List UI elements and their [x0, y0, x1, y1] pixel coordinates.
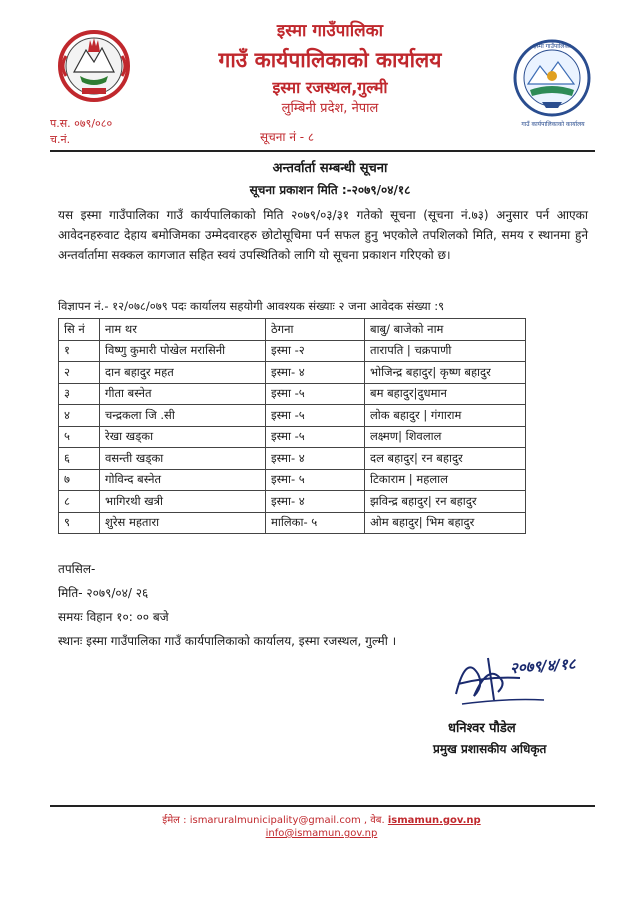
- notice-body: यस इस्मा गाउँपालिका गाउँ कार्यपालिकाको मिति २०७९/०३/३१ गतेको सूचना (सूचना नं.७३) अनुसार पर्न आएका आवेदनहरुवाट देहाय बमोजिमका उम्मेदवारहरु छोटोसूचिमा पर्न सफल हुनु भएकोले तपशिलको मिति, समय र स्थानमा हुने अन्तर्वार्तामा सक्कल कागजात सहित स्वयं उपस्थितिको लागि यो सूचना प्रकाशन गरिएको छ।: [58, 208, 588, 262]
- footer-divider: [50, 805, 595, 807]
- schedule-date: मिति- २०७९/०४/ २६: [58, 586, 149, 600]
- cell-parent: लक्ष्मण| शिवलाल: [365, 426, 526, 448]
- cell-parent: दल बहादुर| रन बहादुर: [365, 448, 526, 470]
- cell-address: इस्मा- ४: [266, 448, 365, 470]
- nepal-emblem-logo: [52, 26, 137, 106]
- footer-email-link[interactable]: ismaruralmunicipality@gmail.com: [189, 815, 361, 826]
- table-row: [59, 448, 526, 470]
- cell-address: मालिका- ५: [266, 512, 365, 534]
- header-office-name: गाउँ कार्यपालिकाको कार्यालय: [218, 48, 442, 72]
- col-header-address: ठेगना: [266, 319, 365, 341]
- table-row: [59, 469, 526, 491]
- cell-name: शुरेस महतारा: [100, 512, 266, 534]
- footer-web-label: , वेब.: [363, 815, 385, 826]
- table-row: [59, 362, 526, 384]
- table-row: [59, 340, 526, 362]
- table-row: [59, 491, 526, 513]
- cell-name: रेखा खड्का: [100, 426, 266, 448]
- cell-sn: ८: [59, 491, 100, 513]
- col-header-parent: बाबु/ बाजेको नाम: [365, 319, 526, 341]
- cell-name: चन्द्रकला जि .सी: [100, 405, 266, 427]
- cell-sn: ६: [59, 448, 100, 470]
- cell-sn: ४: [59, 405, 100, 427]
- cell-sn: ५: [59, 426, 100, 448]
- footer-email-label: ईमेल :: [162, 815, 190, 826]
- cell-sn: ३: [59, 383, 100, 405]
- col-header-sn: सि नं: [59, 319, 100, 341]
- cell-sn: ७: [59, 469, 100, 491]
- cell-name: भागिरथी खत्री: [100, 491, 266, 513]
- cell-name: गोविन्द बस्नेत: [100, 469, 266, 491]
- header-address: इस्मा रजस्थल,गुल्मी: [272, 78, 388, 97]
- cell-address: इस्मा- ४: [266, 491, 365, 513]
- cell-parent: लोक बहादुर | गंगाराम: [365, 405, 526, 427]
- schedule-place: स्थानः इस्मा गाउँपालिका गाउँ कार्यपालिकाको कार्यालय, इस्मा रजस्थल, गुल्मी ।: [58, 634, 397, 648]
- cell-sn: ९: [59, 512, 100, 534]
- table-row: [59, 383, 526, 405]
- signatory-title: प्रमुख प्रशासकीय अधिकृत: [433, 742, 547, 756]
- footer-email2-link[interactable]: info@ismamun.gov.np: [265, 828, 378, 839]
- cell-parent: ओम बहादुर| भिम बहादुर: [365, 512, 526, 534]
- notice-number: सूचना नं - ८: [260, 130, 315, 144]
- cell-address: इस्मा -२: [266, 340, 365, 362]
- cell-address: इस्मा -५: [266, 383, 365, 405]
- cell-name: वसन्ती खड्का: [100, 448, 266, 470]
- schedule-label: तपसिल-: [58, 562, 96, 576]
- footer-contact: [0, 812, 643, 826]
- col-header-name: नाम थर: [100, 319, 266, 341]
- cell-sn: १: [59, 340, 100, 362]
- header-municipality-name: इस्मा गाउँपालिका: [276, 21, 384, 41]
- cell-parent: तारापति | चक्रपाणी: [365, 340, 526, 362]
- table-row: [59, 512, 526, 534]
- cell-address: इस्मा- ५: [266, 469, 365, 491]
- cell-name: दान बहादुर महत: [100, 362, 266, 384]
- cell-address: इस्मा- ४: [266, 362, 365, 384]
- header-province: लुम्बिनी प्रदेश, नेपाल: [281, 101, 379, 116]
- cell-parent: झविन्द्र बहादुर| रन बहादुर: [365, 491, 526, 513]
- cell-name: गीता बस्नेत: [100, 383, 266, 405]
- signature-date: २०७९/४/१८: [509, 654, 577, 678]
- table-row: [59, 426, 526, 448]
- municipality-logo: [512, 38, 592, 118]
- notice-title: अन्तर्वार्ता सम्बन्धी सूचना: [272, 161, 388, 176]
- table-row: [59, 405, 526, 427]
- letter-ref-ps: प.स. ०७९/०८०: [50, 117, 113, 130]
- cell-name: विष्णु कुमारी पोखेल मरासिनी: [100, 340, 266, 362]
- cell-parent: टिकाराम | महलाल: [365, 469, 526, 491]
- schedule-time: समयः विहान १०: ०० बजे: [58, 610, 169, 624]
- candidates-table: [58, 318, 526, 534]
- cell-address: इस्मा -५: [266, 405, 365, 427]
- cell-sn: २: [59, 362, 100, 384]
- cell-parent: भोजिन्द्र बहादुर| कृष्ण बहादुर: [365, 362, 526, 384]
- publish-date: सूचना प्रकाशन मिति :-२०७९/०४/१८: [249, 183, 411, 197]
- header-divider: [50, 150, 595, 152]
- table-header-row: [59, 319, 526, 341]
- signatory-name: धनिश्वर पौडेल: [448, 721, 516, 736]
- advertisement-line: विज्ञापन नं.- १२/०७८/०७९ पदः कार्यालय सहयोगी आवश्यक संख्याः २ जना आवेदक संख्या :९: [58, 299, 445, 313]
- municipality-logo-text: इस्मा गाउँपालिका: [533, 43, 571, 50]
- cell-parent: बम बहादुर|दुधमान: [365, 383, 526, 405]
- footer-email2-row: [0, 828, 643, 839]
- cell-address: इस्मा -५: [266, 426, 365, 448]
- footer-web-link[interactable]: ismamun.gov.np: [387, 815, 481, 826]
- municipality-logo-subtext: गाउँ कार्यपालिकाको कार्यालय: [521, 121, 585, 128]
- letter-ref-cn: च.नं.: [50, 133, 71, 146]
